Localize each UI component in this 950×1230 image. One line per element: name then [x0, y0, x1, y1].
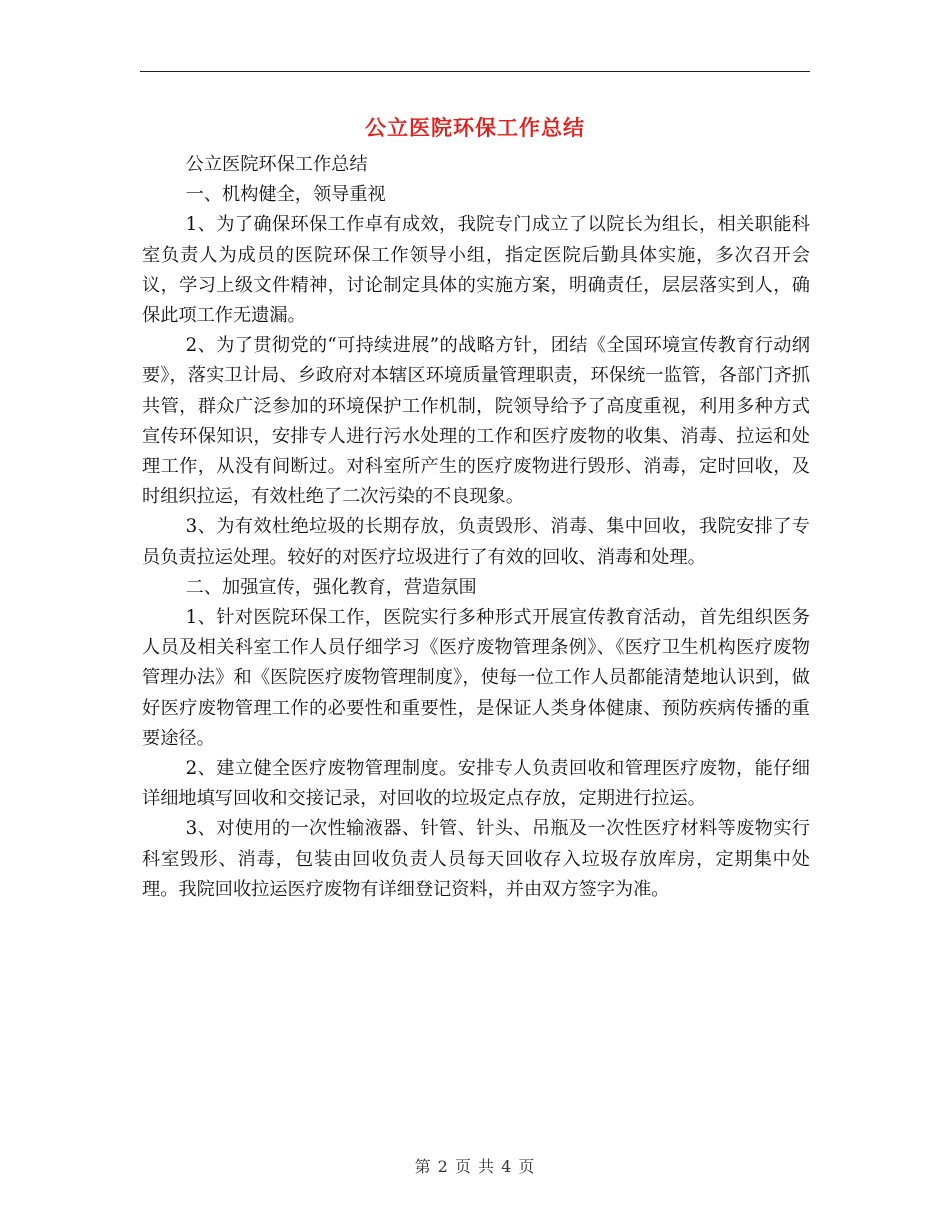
paragraph: 1、针对医院环保工作，医院实行多种形式开展宣传教育活动，首先组织医务人员及相关科室工作人员仔细学习《医疗废物管理条例》、《医疗卫生机构医疗废物管理办法》和《医院医疗废物管理制度》，使每一位工作人员都能清楚地认识到，做好医疗废物管理工作的必要性和重要性，是保证人类身体健康、预防疾病传播的重要途径。 — [142, 607, 810, 749]
document-title: 公立医院环保工作总结 — [365, 115, 585, 140]
paragraph: 3、对使用的一次性输液器、针管、针头、吊瓶及一次性医疗材料等废物实行科室毁形、消毒，包装由回收负责人员每天回收存入垃圾存放库房，定期集中处理。我院回收拉运医疗废物有详细登记资料，并由双方签字为准。 — [142, 818, 810, 900]
page-number: 第 2 页 共 4 页 — [414, 1157, 536, 1176]
paragraph: 3、为有效杜绝垃圾的长期存放，负责毁形、消毒、集中回收，我院安排了专员负责拉运处理。较好的对医疗垃圾进行了有效的回收、消毒和处理。 — [142, 516, 810, 568]
document-body — [142, 150, 810, 905]
paragraph: 2、建立健全医疗废物管理制度。安排专人负责回收和管理医疗废物，能仔细详细地填写回收和交接记录，对回收的垃圾定点存放，定期进行拉运。 — [142, 758, 810, 810]
paragraph: 1、为了确保环保工作卓有成效，我院专门成立了以院长为组长，相关职能科室负责人为成员的医院环保工作领导小组，指定医院后勤具体实施，多次召开会议，学习上级文件精神，讨论制定具体的实施方案，明确责任，层层落实到人，确保此项工作无遗漏。 — [142, 214, 810, 327]
header-rule — [140, 71, 810, 72]
section-heading-2: 二、加强宣传，强化教育，营造氛围 — [185, 576, 477, 598]
paragraph-subtitle: 公立医院环保工作总结 — [185, 154, 368, 175]
section-heading-1: 一、机构健全，领导重视 — [185, 184, 386, 206]
paragraph: 2、为了贯彻党的“可持续进展”的战略方针，团结《全国环境宣传教育行动纲要》，落实卫计局、乡政府对本辖区环境质量管理职责，环保统一监管，各部门齐抓共管，群众广泛参加的环境保护工作机制，院领导给予了高度重视，利用多种方式宣传环保知识，安排专人进行污水处理的工作和医疗废物的收集、消毒、拉运和处理工作，从没有间断过。对科室所产生的医疗废物进行毁形、消毒，定时回收，及时组织拉运，有效杜绝了二次污染的不良现象。 — [142, 335, 810, 508]
